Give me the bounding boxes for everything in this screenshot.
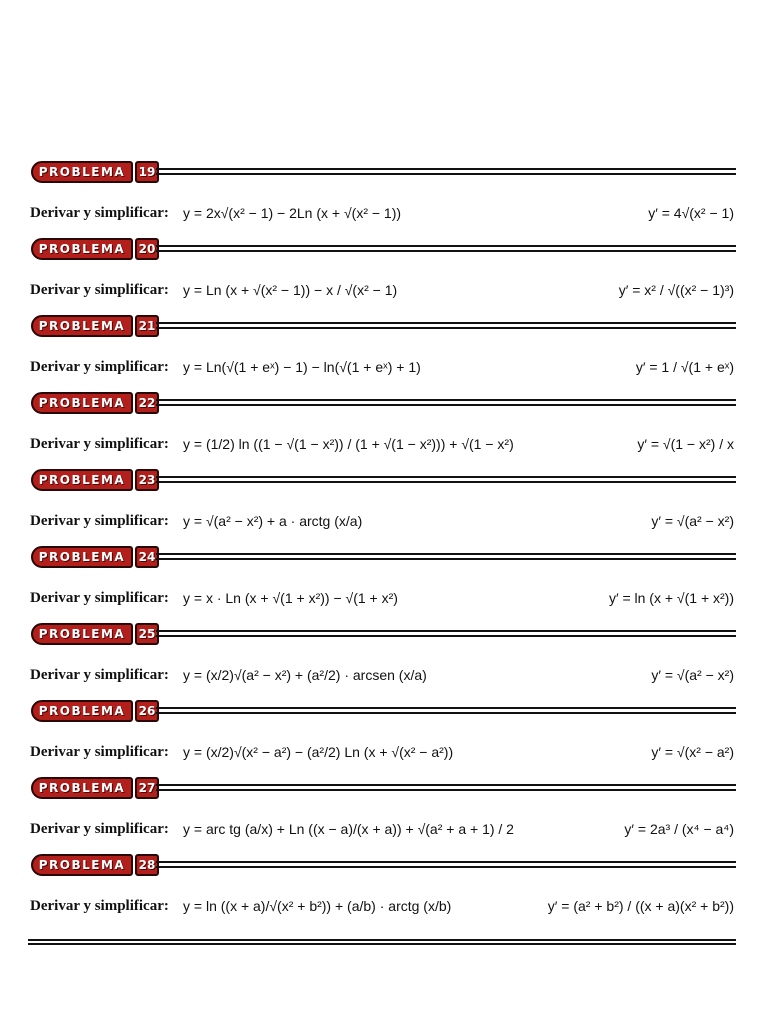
problem-header [28, 777, 736, 801]
problem-25 [28, 623, 736, 701]
derivative-answer: y′ = x² / √((x² − 1)³) [618, 282, 734, 298]
problem-row [28, 191, 736, 235]
divider [156, 168, 736, 170]
derivative-answer: y′ = (a² + b²) / ((x + a)(x² + b²)) [547, 898, 734, 914]
divider [156, 712, 736, 714]
divider [156, 866, 736, 868]
problem-number: 24 [135, 546, 159, 568]
badge-label: PROBLEMA [31, 315, 133, 337]
prompt-label: Derivar y simplificar: [30, 744, 169, 760]
problem-26 [28, 700, 736, 778]
derivative-answer: y′ = √(x² − a²) [651, 744, 734, 760]
badge-label: PROBLEMA [31, 238, 133, 260]
problem-21 [28, 315, 736, 393]
prompt-label: Derivar y simplificar: [30, 898, 169, 914]
problem-header [28, 315, 736, 339]
derivative-answer: y′ = √(a² − x²) [651, 667, 734, 683]
closing-divider [28, 939, 736, 945]
problem-number: 19 [135, 161, 159, 183]
prompt-label: Derivar y simplificar: [30, 282, 169, 298]
problem-number: 26 [135, 700, 159, 722]
problem-number: 21 [135, 315, 159, 337]
divider [156, 861, 736, 863]
divider [156, 327, 736, 329]
badge-label: PROBLEMA [31, 469, 133, 491]
problem-27 [28, 777, 736, 855]
prompt-label: Derivar y simplificar: [30, 590, 169, 606]
problem-badge [31, 238, 155, 260]
divider [156, 476, 736, 478]
prompt-label: Derivar y simplificar: [30, 436, 169, 452]
problem-row [28, 422, 736, 466]
given-function: y = Ln (x + √(x² − 1)) − x / √(x² − 1) [183, 282, 398, 298]
problem-number: 28 [135, 854, 159, 876]
problem-header [28, 238, 736, 262]
problem-badge [31, 392, 155, 414]
badge-label: PROBLEMA [31, 623, 133, 645]
problem-row [28, 807, 736, 851]
given-function: y = (x/2)√(a² − x²) + (a²/2) · arcsen (x/a) [183, 667, 427, 683]
divider [156, 404, 736, 406]
given-function: y = arc tg (a/x) + Ln ((x − a)/(x + a)) + √(a² + a + 1) / 2 [183, 821, 514, 837]
divider [156, 630, 736, 632]
badge-label: PROBLEMA [31, 854, 133, 876]
prompt-label: Derivar y simplificar: [30, 821, 169, 837]
problem-header [28, 469, 736, 493]
problem-badge [31, 623, 155, 645]
derivative-answer: y′ = 4√(x² − 1) [648, 205, 734, 221]
problem-row [28, 884, 736, 928]
given-function: y = x · Ln (x + √(1 + x²)) − √(1 + x²) [183, 590, 398, 606]
problem-badge [31, 161, 155, 183]
given-function: y = 2x√(x² − 1) − 2Ln (x + √(x² − 1)) [183, 205, 402, 221]
prompt-label: Derivar y simplificar: [30, 359, 169, 375]
divider [156, 553, 736, 555]
problem-19 [28, 161, 736, 239]
derivative-answer: y′ = 1 / √(1 + eˣ) [635, 359, 734, 375]
divider [156, 558, 736, 560]
divider [156, 789, 736, 791]
derivative-answer: y′ = ln (x + √(1 + x²)) [608, 590, 734, 606]
given-function: y = Ln(√(1 + eˣ) − 1) − ln(√(1 + eˣ) + 1) [183, 359, 421, 375]
badge-label: PROBLEMA [31, 546, 133, 568]
problem-22 [28, 392, 736, 470]
problem-header [28, 546, 736, 570]
prompt-label: Derivar y simplificar: [30, 205, 169, 221]
problem-row [28, 268, 736, 312]
problem-row [28, 730, 736, 774]
problem-20 [28, 238, 736, 316]
problem-header [28, 854, 736, 878]
problem-row [28, 576, 736, 620]
prompt-label: Derivar y simplificar: [30, 667, 169, 683]
problem-number: 25 [135, 623, 159, 645]
problem-number: 20 [135, 238, 159, 260]
problem-badge [31, 854, 155, 876]
badge-label: PROBLEMA [31, 161, 133, 183]
given-function: y = (x/2)√(x² − a²) − (a²/2) Ln (x + √(x² − a²)) [183, 744, 454, 760]
prompt-label: Derivar y simplificar: [30, 513, 169, 529]
badge-label: PROBLEMA [31, 392, 133, 414]
problem-number: 27 [135, 777, 159, 799]
given-function: y = ln ((x + a)/√(x² + b²)) + (a/b) · arctg (x/b) [183, 898, 452, 914]
badge-label: PROBLEMA [31, 777, 133, 799]
problem-row [28, 345, 736, 389]
derivative-answer: y′ = 2a³ / (x⁴ − a⁴) [624, 821, 734, 837]
given-function: y = √(a² − x²) + a · arctg (x/a) [183, 513, 363, 529]
divider [156, 322, 736, 324]
problem-badge [31, 469, 155, 491]
divider [156, 245, 736, 247]
problem-number: 22 [135, 392, 159, 414]
derivative-answer: y′ = √(1 − x²) / x [637, 436, 734, 452]
problem-row [28, 653, 736, 697]
divider [156, 784, 736, 786]
problem-28 [28, 854, 736, 932]
problem-badge [31, 777, 155, 799]
divider [156, 707, 736, 709]
problem-24 [28, 546, 736, 624]
badge-label: PROBLEMA [31, 700, 133, 722]
divider [156, 250, 736, 252]
problem-badge [31, 700, 155, 722]
problem-header [28, 623, 736, 647]
problem-header [28, 700, 736, 724]
problem-23 [28, 469, 736, 547]
problem-badge [31, 546, 155, 568]
divider [156, 635, 736, 637]
divider [156, 399, 736, 401]
derivative-answer: y′ = √(a² − x²) [651, 513, 734, 529]
problem-row [28, 499, 736, 543]
given-function: y = (1/2) ln ((1 − √(1 − x²)) / (1 + √(1 − x²))) + √(1 − x²) [183, 436, 514, 452]
problem-badge [31, 315, 155, 337]
problem-header [28, 392, 736, 416]
divider [156, 173, 736, 175]
problem-number: 23 [135, 469, 159, 491]
problem-header [28, 161, 736, 185]
divider [156, 481, 736, 483]
